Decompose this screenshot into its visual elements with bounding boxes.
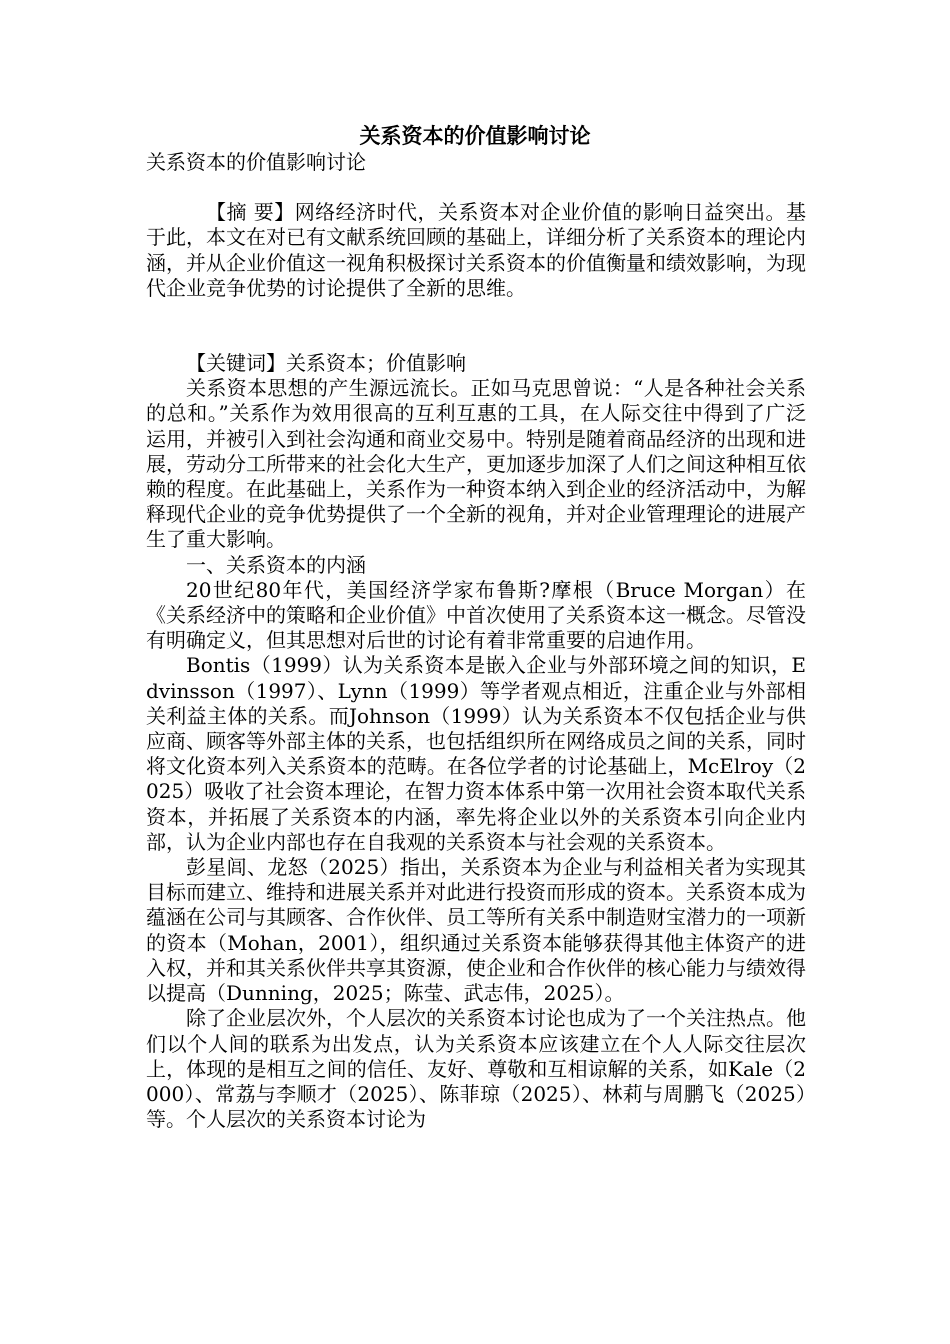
document-title: 关系资本的价值影响讨论 (359, 123, 591, 148)
section-heading: 一、关系资本的内涵 (186, 552, 366, 577)
body-paragraph: 20世纪80年代，美国经济学家布鲁斯?摩根（Bruce Morgan）在《关系经济中的策略和企业价值》中首次使用了关系资本这一概念。尽管没有明确定义，但其思想对后世的讨论有着非常重要的启迪作用。 (146, 577, 806, 653)
body-paragraph: 除了企业层次外，个人层次的关系资本讨论也成为了一个关注热点。他们以个人间的联系为出发点，认为关系资本应该建立在个人人际交往层次上，体现的是相互之间的信任、友好、尊敬和互相谅解的关系，如Kale（2000）、常荔与李顺才（2025）、陈菲琼（2025）、林莉与周鹏飞（2025）等。个人层次的关系资本讨论为 (146, 1006, 806, 1132)
abstract-paragraph: 【摘 要】网络经济时代，关系资本对企业价值的影响日益突出。基于此，本文在对已有文献系统回顾的基础上，详细分析了关系资本的理论内涵，并从企业价值这一视角积极探讨关系资本的价值衡量和绩效影响，为现代企业竞争优势的讨论提供了全新的思维。 (146, 200, 806, 300)
document-body (146, 150, 806, 1132)
body-paragraph: 彭星闾、龙怒（2025）指出，关系资本为企业与利益相关者为实现其目标而建立、维持和进展关系并对此进行投资而形成的资本。关系资本成为蕴涵在公司与其顾客、合作伙伴、员工等所有关系中制造财宝潜力的一项新的资本（Mohan，2001），组织通过关系资本能够获得其他主体资产的进入权，并和其关系伙伴共享其资源，使企业和合作伙伴的核心能力与绩效得以提高（Dunning，2025；陈莹、武志伟，2025）。 (146, 855, 806, 1006)
intro-paragraph: 关系资本思想的产生源远流长。正如马克思曾说：“人是各种社会关系的总和。”关系作为效用很高的互利互惠的工具，在人际交往中得到了广泛运用，并被引入到社会沟通和商业交易中。特别是随着商品经济的出现和进展，劳动分工所带来的社会化大生产，更加逐步加深了人们之间这种相互依赖的程度。在此基础上，关系作为一种资本纳入到企业的经济活动中，为解释现代企业的竞争优势提供了一个全新的视角，并对企业管理理论的进展产生了重大影响。 (146, 376, 806, 552)
document-subtitle: 关系资本的价值影响讨论 (146, 150, 366, 174)
keywords-line: 【关键词】关系资本；价值影响 (186, 351, 466, 376)
body-paragraph: Bontis（1999）认为关系资本是嵌入企业与外部环境之间的知识，Edvinsson（1997）、Lynn（1999）等学者观点相近，注重企业与外部相关利益主体的关系。而Johnson（1999）认为关系资本不仅包括企业与供应商、顾客等外部主体的关系，也包括组织所在网络成员之间的关系，同时将文化资本列入关系资本的范畴。在各位学者的讨论基础上，McElroy（2025）吸收了社会资本理论，在智力资本体系中第一次用社会资本取代关系资本，并拓展了关系资本的内涵，率先将企业以外的关系资本引向企业内部，认为企业内部也存在自我观的关系资本与社会观的关系资本。 (146, 653, 806, 854)
